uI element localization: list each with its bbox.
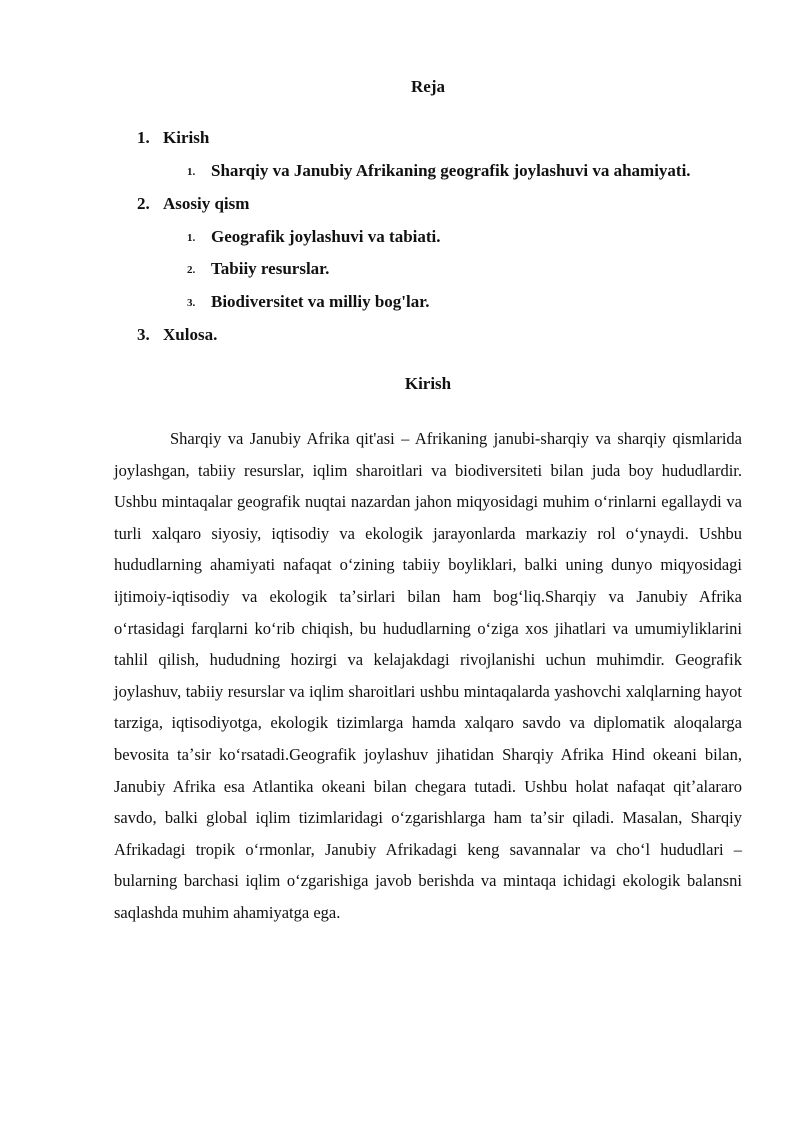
plan-item-1 — [137, 128, 209, 148]
plan-item-3 — [137, 325, 217, 345]
plan-subitem-number: 1. — [187, 166, 196, 178]
plan-subitem-2-1 — [187, 227, 441, 247]
plan-item-number: 1. — [137, 128, 150, 147]
plan-subitem-label: Biodiversitet va milliy bog'lar. — [211, 292, 430, 311]
plan-item-label: Asosiy qism — [163, 194, 250, 213]
plan-item-label: Xulosa. — [163, 325, 218, 344]
plan-title: Reja — [411, 77, 445, 96]
plan-subitem-label: Sharqiy va Janubiy Afrikaning geografik joylashuvi va ahamiyati. — [211, 161, 691, 180]
plan-subitem-label: Geografik joylashuvi va tabiati. — [211, 227, 441, 246]
plan-subitem-label: Tabiiy resurslar. — [211, 259, 330, 278]
plan-item-number: 2. — [137, 194, 150, 213]
plan-subitem-number: 3. — [187, 297, 196, 309]
plan-subitem-number: 1. — [187, 232, 196, 244]
intro-paragraph: Sharqiy va Janubiy Afrika qit'asi – Afrikaning janubi-sharqiy va sharqiy qismlarida joylashgan, tabiiy resurslar, iqlim sharoitlari va biodiversiteti bilan juda boy hududlardir. Ushbu mintaqalar geografik nuqtai nazardan jahon miqyosidagi muhim oʻrinlarni egallaydi va turli xalqaro siyosiy, iqtisodiy va ekologik jarayonlarda markaziy rol oʻynaydi. Ushbu hududlarning ahamiyati nafaqat oʻzining tabiiy boyliklari, balki uning dunyo miqyosidagi ijtimoiy-iqtisodiy va ekologik taʼsirlari bilan ham bogʻliq.Sharqiy va Janubiy Afrika oʻrtasidagi farqlarni koʻrib chiqish, bu hududlarning oʻziga xos jihatlari va umumiyliklarini tahlil qilish, hududning hozirgi va kelajakdagi rivojlanishi uchun muhimdir. Geografik joylashuv, tabiiy resurslar va iqlim sharoitlari ushbu mintaqalarda yashovchi xalqlarning hayot tarziga, iqtisodiyotga, ekologik tizimlarga hamda xalqaro savdo va diplomatik aloqalarga bevosita taʼsir koʻrsatadi.Geografik joylashuv jihatidan Sharqiy Afrika Hind okeani bilan, Janubiy Afrika esa Atlantika okeani bilan chegara tutadi. Ushbu holat nafaqat qitʼalararo savdo, balki global iqlim tizimlaridagi oʻzgarishlarga ham taʼsir qiladi. Masalan, Sharqiy Afrikadagi tropik oʻrmonlar, Janubiy Afrikadagi keng savannalar va choʻl hududlari – bularning barchasi iqlim oʻzgarishiga javob berishda va mintaqa ichidagi ekologik balansni saqlashda muhim ahamiyatga ega. — [114, 429, 742, 922]
plan-subitem-1-1 — [187, 161, 691, 181]
plan-item-label: Kirish — [163, 128, 210, 147]
intro-heading: Kirish — [404, 374, 452, 393]
plan-item-number: 3. — [137, 325, 150, 344]
plan-subitem-2-3 — [187, 292, 429, 312]
plan-item-2 — [137, 194, 249, 214]
plan-subitem-number: 2. — [187, 264, 196, 276]
plan-subitem-2-2 — [187, 259, 329, 279]
